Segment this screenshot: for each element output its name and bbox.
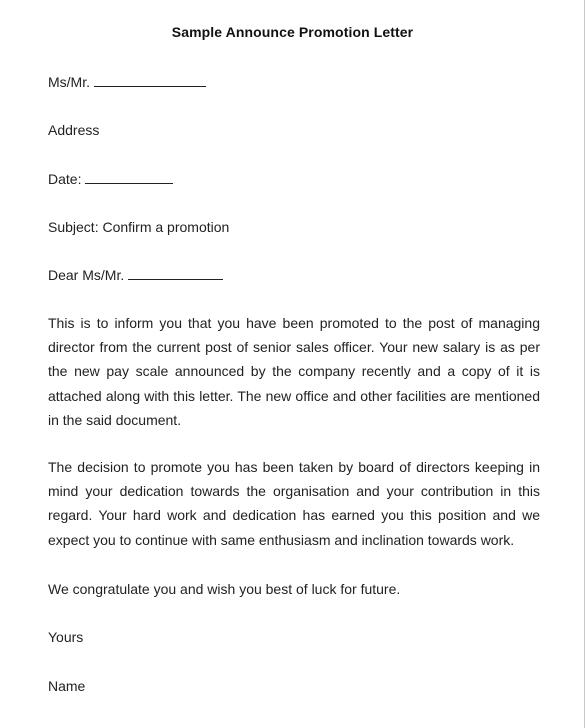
date-label: Date: [48, 171, 82, 187]
recipient-label: Ms/Mr. [48, 74, 90, 90]
closing-line: We congratulate you and wish you best of luck for future. [48, 581, 401, 597]
body-paragraph-2: The decision to promote you has been taken by board of directors keeping in mind your dedication towards the organisation and your contribution in this regard. Your hard work and dedication has earned you this position and we expect you to continue with same enthusiasm and inclination towards work. [48, 459, 540, 548]
name-label: Name [48, 678, 86, 694]
recipient-line [48, 73, 206, 91]
subject-line: Subject: Confirm a promotion [48, 219, 230, 235]
sign-off: Yours [48, 629, 84, 645]
salutation-line [48, 266, 223, 284]
recipient-blank [94, 74, 206, 87]
date-line [48, 170, 173, 188]
body-paragraph-1: This is to inform you that you have been promoted to the post of managing director from the current post of senior sales officer. Your new salary is as per the new pay scale announced by the company recently and a copy of it is attached along with this letter. The new office and other facilities are mentioned in the said document. [48, 315, 540, 428]
salutation-label: Dear Ms/Mr. [48, 267, 125, 283]
address-label: Address [48, 122, 100, 138]
letter-title: Sample Announce Promotion Letter [171, 24, 414, 40]
date-blank [85, 171, 173, 184]
salutation-blank [128, 267, 223, 280]
